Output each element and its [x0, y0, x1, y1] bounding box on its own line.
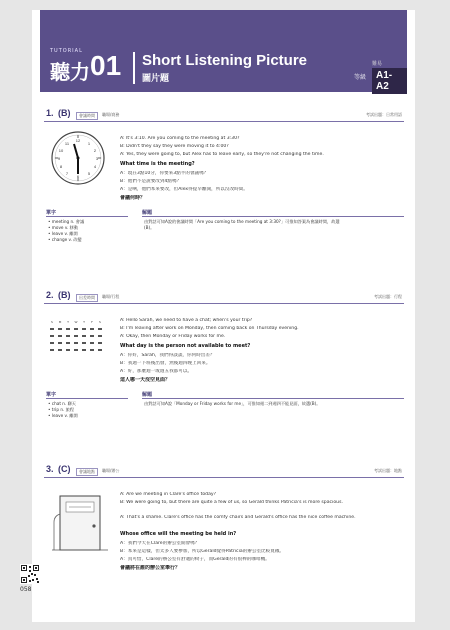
question-source: 考試出題：日常用語: [366, 112, 402, 117]
translation-line: A：現在3點10分，你要來3點半的會議嗎？: [120, 171, 209, 176]
vocab-item: • move v. 移動: [48, 225, 79, 230]
question-tag: 出差時間: [76, 294, 98, 302]
question-2: [44, 292, 404, 442]
question-3: [44, 466, 404, 606]
translation-line: A：真可惜，Clare的辦公室有舒適的椅子，而Gerald的有很棒的咖啡機。: [120, 557, 270, 562]
vocab-item: • leave v. 離開: [48, 231, 78, 236]
svg-text:12: 12: [75, 138, 81, 143]
translation-line: B：本來是這樣，但太多人要參加，所以Gerald覺得Patricia的辦公室比較寬敞。: [120, 549, 285, 554]
question-prompt: What day is the person not available to meet?: [120, 343, 251, 349]
dialogue-line: A: It's 3:10. Are you coming to the meeting at 3:30?: [120, 136, 240, 141]
question-header: [44, 466, 404, 478]
svg-text:4: 4: [93, 164, 97, 169]
question-1: [44, 110, 404, 260]
question-answer: (B): [58, 108, 71, 118]
explanation-text: 由對話可知A說「Monday or Friday works for me」，可推知週二到週四不能見面，故選(B)。: [144, 401, 321, 406]
translation-prompt: 這人哪一天沒空見面？: [120, 377, 171, 383]
question-source: 考試出題：行程: [374, 294, 402, 299]
question-number: 3.: [46, 464, 54, 474]
translation-line: A：你好，Sarah，我們得談談，你何時出差？: [120, 353, 215, 358]
question-header: [44, 292, 404, 304]
question-answer: (C): [58, 464, 71, 474]
question-tag: 會議時間: [76, 112, 98, 120]
dialogue-line: B: I'm leaving after work on Monday, then coming back on Thursday evening.: [120, 326, 299, 331]
svg-text:5: 5: [87, 171, 91, 176]
explanation-label: 解題: [142, 392, 153, 398]
dialogue-line: A: That's a shame. Clare's office has the comfy chairs and Gerald's office has the nice coffee machine.: [120, 515, 356, 520]
explanation-rule: [142, 216, 404, 217]
calendar-day-label: W: [74, 320, 78, 324]
vocab-item: • change v. 改變: [48, 237, 82, 242]
vocab-label: 單字: [46, 210, 57, 216]
level-label: 等級: [354, 74, 367, 81]
header-subtitle: 圖片題: [142, 74, 170, 84]
clock-illustration: [50, 130, 106, 186]
svg-text:1: 1: [87, 141, 91, 146]
translation-prompt: 會議何時？: [120, 195, 146, 201]
unit-header: [40, 10, 407, 92]
translation-line: A：好，那麼週一或週五我都可以。: [120, 369, 193, 374]
translation-line: A：我們今天在Clare的辦公室開會嗎？: [120, 541, 200, 546]
dialogue-line: B: Didn't they say they were moving it to 4:00?: [120, 144, 229, 149]
question-number: 2.: [46, 290, 54, 300]
qr-code-icon: [20, 564, 40, 584]
translation-line: B：我週一下班後出發，然後週四晚上回來。: [120, 361, 211, 366]
calendar-day-label: T: [67, 320, 69, 324]
calendar-illustration: [48, 320, 106, 360]
calendar-grid: [48, 326, 106, 358]
svg-text:7: 7: [65, 171, 69, 176]
office-door-illustration: [52, 492, 110, 554]
svg-text:11: 11: [64, 141, 70, 146]
vocab-item: • trip n. 旅程: [48, 407, 75, 412]
question-category: 職場/商務: [102, 112, 120, 117]
vocab-rule: [46, 398, 128, 399]
svg-text:8: 8: [59, 164, 63, 169]
question-prompt: What time is the meeting?: [120, 161, 195, 167]
dialogue-line: A: Yes, they were going to, but Alex has to leave early, so they're not changing the time.: [120, 152, 324, 157]
calendar-day-label: M: [58, 320, 62, 324]
page-number: 058: [20, 586, 32, 593]
header-category: 聽力: [50, 60, 90, 84]
translation-prompt: 會議將在誰的辦公室舉行？: [120, 565, 181, 571]
level-badge: A1-A2: [372, 68, 407, 94]
vocab-item: • chat n. 聊天: [48, 401, 76, 406]
question-category: 職場/辦公: [102, 468, 120, 473]
explanation-rule: [142, 398, 404, 399]
question-prompt: Whose office will the meeting be held in?: [120, 531, 237, 537]
header-title: Short Listening Picture: [142, 52, 308, 69]
vocab-label: 單字: [46, 392, 57, 398]
question-answer: (B): [58, 290, 71, 300]
header-number: 01: [90, 50, 122, 81]
calendar-day-label: S: [99, 320, 101, 324]
question-number: 1.: [46, 108, 54, 118]
question-category: 職場/行程: [102, 294, 120, 299]
header-small-label: TUTORIAL: [50, 48, 83, 54]
dialogue-line: A: Are we meeting in Clare's office today?: [120, 492, 217, 497]
explanation-label: 解題: [142, 210, 153, 216]
question-tag: 會議地點: [76, 468, 98, 476]
difficulty-label: 難易: [372, 61, 383, 67]
svg-text:3: 3: [95, 156, 99, 161]
svg-text:9: 9: [57, 156, 61, 161]
header-divider: [133, 52, 135, 84]
calendar-day-label: T: [83, 320, 85, 324]
explanation-text: 由對話可知A說的會議時間「Are you coming to the meeting at 3:30?」可推知答案為會議時間，故選(B)。: [144, 219, 340, 230]
vocab-item: • leave v. 離開: [48, 413, 78, 418]
vocab-item: • meeting n. 會議: [48, 219, 85, 224]
dialogue-line: A: Hello Sarah, we need to have a chat; when's your trip?: [120, 318, 253, 323]
question-source: 考試出題：地點: [374, 468, 402, 473]
question-header: [44, 110, 404, 122]
page: [32, 10, 415, 622]
translation-line: A：是啊，他們本來要改，但Alex得提早離開，所以沒改時間。: [120, 187, 248, 192]
calendar-day-label: S: [51, 320, 53, 324]
svg-text:2: 2: [93, 148, 97, 153]
dialogue-line: B: We were going to, but there are quite a few of us, so Gerald thinks Patricia's is more spacious.: [120, 500, 343, 505]
translation-line: B：他們不是說要改到4點嗎？: [120, 179, 182, 184]
svg-text:6: 6: [76, 174, 80, 179]
calendar-day-label: F: [91, 320, 93, 324]
vocab-rule: [46, 216, 128, 217]
dialogue-line: A: Okay, then Monday or Friday works for me.: [120, 334, 226, 339]
svg-text:10: 10: [58, 148, 64, 153]
